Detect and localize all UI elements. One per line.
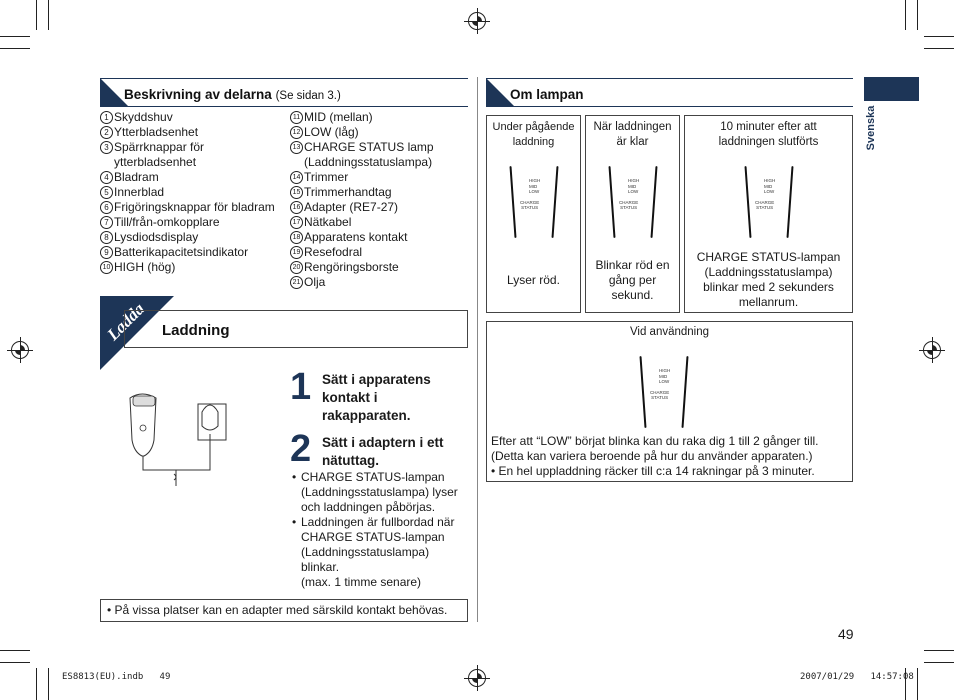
part-item [100,245,275,260]
section-rule [486,78,853,79]
crop-mark [48,668,49,700]
part-number: 6 [100,201,113,214]
part-label: Frigöringsknappar för bladram [114,200,275,214]
part-label: Resefodral [304,245,363,259]
page-number: 49 [838,626,854,642]
part-number: 4 [100,171,113,184]
column-divider [477,77,478,622]
shaver-charging-illustration [124,390,234,490]
part-label: MID (mellan) [304,110,373,124]
step-number: 1 [290,366,312,408]
part-label: Olja [304,275,326,289]
part-label: Innerblad [114,185,165,199]
part-number: 5 [100,186,113,199]
crop-mark [0,48,30,49]
crop-mark [924,650,954,651]
usage-line: • En hel uppladdning räcker till c:a 14 rakningar på 3 minuter. [491,464,815,478]
lamp-box-head: Vid användning [629,326,710,338]
part-label: Rengöringsborste [304,260,399,274]
lamp-box-foot: Lyser röd. [507,273,560,287]
part-label: Ytterbladsenhet [114,125,199,139]
parts-list-left [100,110,275,275]
language-tab-label: Svenska [865,105,877,151]
part-item [290,245,468,260]
crop-mark [0,36,30,37]
language-tab [864,77,919,101]
crop-mark [0,662,30,663]
part-item [100,140,275,170]
part-label: Spärrknappar för ytterbladsenhet [114,140,205,169]
part-item [290,260,468,275]
part-item [100,185,275,200]
part-item [100,170,275,185]
part-number: 19 [290,246,303,259]
section-rule [486,106,853,107]
charge-lamp-indicator: HIGH MID LOW CHARGE STATUS [747,166,791,238]
crop-mark [48,0,49,30]
part-number: 7 [100,216,113,229]
part-item [100,230,275,245]
part-label: Adapter (RE7-27) [304,200,399,214]
registration-mark-icon [11,341,29,359]
lamp-box-charging [486,115,581,313]
part-label: LOW (låg) [304,125,359,139]
registration-mark-icon [468,669,486,687]
part-number: 14 [290,171,303,184]
part-label: Trimmerhandtag [304,185,392,199]
print-footer-file: ES8813(EU).indb 49 [62,672,171,682]
part-number: 18 [290,231,303,244]
lamp-box-head: Under pågående laddning [492,121,575,148]
crop-mark [924,36,954,37]
parts-section-subtitle: (Se sidan 3.) [275,90,341,102]
parts-list-right [290,110,468,290]
part-label: Till/från-omkopplare [114,215,220,229]
print-footer-timestamp: 2007/01/29 14:57:08 [800,672,914,682]
usage-line: Efter att “LOW” börjat blinka kan du raka dig 1 till 2 gånger till. [491,434,819,448]
registration-mark-icon [923,341,941,359]
part-label: Lysdiodsdisplay [114,230,199,244]
crop-mark [924,48,954,49]
crop-mark [36,668,37,700]
charge-lamp-indicator: HIGH MID LOW CHARGE STATUS [642,356,686,428]
bullet-item: • CHARGE STATUS-lampan (Laddningsstatuslampa) lyser och laddningen påbörjas. [292,470,458,514]
crop-mark [36,0,37,30]
part-item [100,215,275,230]
crop-mark [917,668,918,700]
part-number: 3 [100,141,113,154]
part-number: 15 [290,186,303,199]
part-number: 11 [290,111,303,124]
lamp-box-foot: Blinkar röd en gång per sekund. [595,258,670,302]
part-item [290,170,468,185]
part-number: 9 [100,246,113,259]
part-item [290,185,468,200]
part-label: Bladram [114,170,159,184]
lamp-box-head: När laddningen är klar [593,121,672,148]
part-item [290,200,468,215]
lamp-box-10min [684,115,853,313]
part-label: CHARGE STATUS lamp (Laddningsstatuslampa) [304,140,434,169]
part-item [100,110,275,125]
crop-mark [924,662,954,663]
part-label: Nätkabel [304,215,352,229]
part-label: HIGH (hög) [114,260,176,274]
lamp-section-title: Om lampan [510,87,584,102]
part-number: 17 [290,216,303,229]
part-number: 16 [290,201,303,214]
part-number: 1 [100,111,113,124]
part-label: Trimmer [304,170,349,184]
step-text: Sätt i apparatens kontakt i rakapparaten. [322,372,431,423]
part-number: 20 [290,261,303,274]
registration-mark-icon [468,12,486,30]
step-text: Sätt i adaptern i ett nätuttag. [322,435,444,468]
part-item [290,140,468,170]
step-number: 2 [290,428,312,470]
part-item [290,215,468,230]
part-number: 8 [100,231,113,244]
part-number: 10 [100,261,113,274]
charge-lamp-indicator: HIGH MID LOW CHARGE STATUS [512,166,556,238]
usage-line: (Detta kan variera beroende på hur du använder apparaten.) [491,449,813,463]
parts-section-title: Beskrivning av delarna (Se sidan 3.) [124,87,341,102]
charging-title: Laddning [162,322,230,339]
part-label: Apparatens kontakt [304,230,408,244]
part-number: 12 [290,126,303,139]
section-rule [100,78,468,79]
crop-mark [905,0,906,30]
part-item [290,125,468,140]
part-label: Batterikapacitetsindikator [114,245,249,259]
part-item [290,110,468,125]
part-item [290,275,468,290]
charging-tab-label: Ladda [103,299,149,345]
usage-text [491,434,851,479]
lamp-box-complete [585,115,680,313]
crop-mark [0,650,30,651]
part-number: 13 [290,141,303,154]
charge-lamp-indicator: HIGH MID LOW CHARGE STATUS [611,166,655,238]
adapter-note: • På vissa platser kan en adapter med särskild kontakt behövas. [107,603,448,617]
part-number: 2 [100,126,113,139]
lamp-box-foot: CHARGE STATUS-lampan (Laddningsstatuslampa) blinkar med 2 sekunders mellanrum. [696,250,841,309]
charging-bullets [292,470,468,590]
part-item [100,200,275,215]
crop-mark [917,0,918,30]
part-item [100,260,275,275]
part-item [290,230,468,245]
bullet-item: • Laddningen är fullbordad när CHARGE STATUS-lampan (Laddningsstatuslampa) blinkar. (max. 1 timme senare) [292,515,455,589]
adapter-note-box [100,599,468,622]
lamp-box-head: 10 minuter efter att laddningen slutförts [718,121,819,148]
lamp-box-usage [486,321,853,482]
section-rule [100,106,468,107]
part-item [100,125,275,140]
part-label: Skyddshuv [114,110,173,124]
part-number: 21 [290,276,303,289]
